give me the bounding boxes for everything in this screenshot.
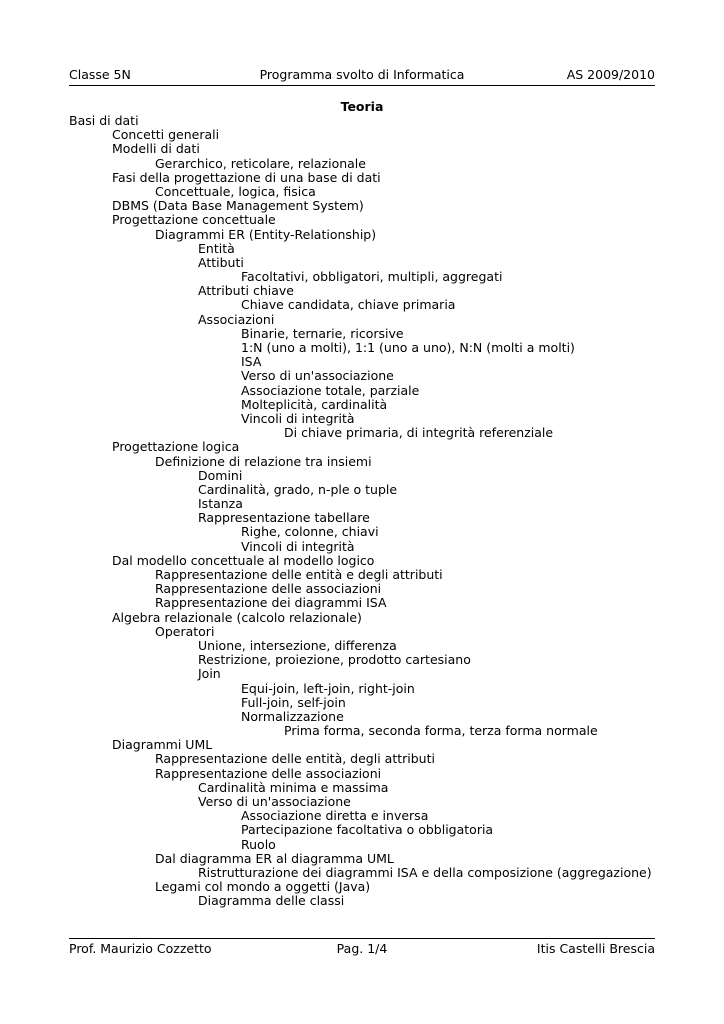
outline-item: Chiave candidata, chiave primaria xyxy=(241,297,456,313)
outline-item: Rappresentazione dei diagrammi ISA xyxy=(155,595,387,611)
outline-item: Fasi della progettazione di una base di dati xyxy=(112,169,381,185)
footer-page-number: Pag. 1/4 xyxy=(336,941,388,956)
outline-item: Verso di un'associazione xyxy=(198,794,351,809)
outline-item: Progettazione logica xyxy=(112,439,240,455)
outline-item: Cardinalità, grado, n-ple o tuple xyxy=(198,481,398,497)
outline-item: Righe, colonne, chiavi xyxy=(241,524,379,540)
outline-item: Definizione di relazione tra insiemi xyxy=(155,453,372,469)
footer-author: Prof. Maurizio Cozzetto xyxy=(69,941,212,956)
outline-item: Associazione totale, parziale xyxy=(241,382,420,398)
outline-item: Rappresentazione delle associazioni xyxy=(155,581,382,597)
outline-item: Normalizzazione xyxy=(241,708,344,724)
outline-item: Join xyxy=(198,666,221,682)
outline-item: Rappresentazione tabellare xyxy=(198,510,370,526)
outline-item: Concettuale, logica, fisica xyxy=(155,183,316,199)
page-footer xyxy=(69,938,655,957)
outline-item: Rappresentazione delle associazioni xyxy=(155,765,382,781)
outline-item: Gerarchico, reticolare, relazionale xyxy=(155,155,366,171)
outline-item: Entità xyxy=(198,240,235,256)
footer-school: Itis Castelli Brescia xyxy=(536,941,655,956)
outline-item: Ristrutturazione dei diagrammi ISA e della composizione (aggregazione) xyxy=(198,864,652,880)
outline-item: Equi-join, left-join, right-join xyxy=(241,680,415,696)
syllabus-outline xyxy=(69,114,655,909)
outline-item: Molteplicità, cardinalità xyxy=(241,396,388,412)
header-school-year: AS 2009/2010 xyxy=(566,67,655,82)
outline-item: Modelli di dati xyxy=(112,141,200,157)
outline-item: Facoltativi, obbligatori, multipli, aggregati xyxy=(241,269,503,285)
outline-item: Binarie, ternarie, ricorsive xyxy=(241,325,404,341)
outline-item: Vincoli di integrità xyxy=(241,410,355,426)
outline-item: Partecipazione facoltativa o obbligatoria xyxy=(241,822,494,838)
outline-item: Progettazione concettuale xyxy=(112,212,276,228)
outline-item: Attributi chiave xyxy=(198,283,294,299)
outline-item: 1:N (uno a molti), 1:1 (uno a uno), N:N (molti a molti) xyxy=(241,340,575,355)
section-title: Teoria xyxy=(340,99,384,114)
outline-item: Concetti generali xyxy=(112,127,220,143)
header-document-title: Programma svolto di Informatica xyxy=(259,67,465,82)
outline-item: Full-join, self-join xyxy=(241,694,346,710)
outline-item: Verso di un'associazione xyxy=(241,368,394,384)
outline-item: Associazione diretta e inversa xyxy=(241,808,429,824)
outline-item: Attibuti xyxy=(198,254,244,270)
outline-item: Basi di dati xyxy=(69,113,139,128)
outline-item: Prima forma, seconda forma, terza forma normale xyxy=(284,723,598,739)
outline-item: Diagrammi ER (Entity-Relationship) xyxy=(155,226,377,242)
outline-item: Rappresentazione delle entità e degli attributi xyxy=(155,567,443,582)
outline-item: Unione, intersezione, differenza xyxy=(198,637,397,653)
outline-item: Domini xyxy=(198,467,243,483)
outline-item: Istanza xyxy=(198,496,243,512)
outline-item: Diagrammi UML xyxy=(112,737,213,753)
outline-item: Ruolo xyxy=(241,836,276,852)
outline-item: Dal diagramma ER al diagramma UML xyxy=(155,850,394,866)
outline-item: Di chiave primaria, di integrità referenziale xyxy=(284,425,554,441)
outline-item: Legami col mondo a oggetti (Java) xyxy=(155,879,371,895)
outline-item: Vincoli di integrità xyxy=(241,538,355,554)
outline-item: Cardinalità minima e massima xyxy=(198,779,389,795)
outline-item: Dal modello concettuale al modello logico xyxy=(112,552,375,568)
outline-item: Algebra relazionale (calcolo relazionale) xyxy=(112,609,362,625)
outline-item: ISA xyxy=(241,354,262,370)
outline-item: Diagramma delle classi xyxy=(198,893,345,909)
header-class-label: Classe 5N xyxy=(69,67,131,82)
page-header xyxy=(69,67,655,86)
outline-item: Operatori xyxy=(155,623,215,639)
outline-item: Associazioni xyxy=(198,311,275,327)
outline-item: Rappresentazione delle entità, degli attributi xyxy=(155,751,435,767)
outline-item: DBMS (Data Base Management System) xyxy=(112,198,364,214)
outline-item: Restrizione, proiezione, prodotto cartesiano xyxy=(198,652,471,668)
